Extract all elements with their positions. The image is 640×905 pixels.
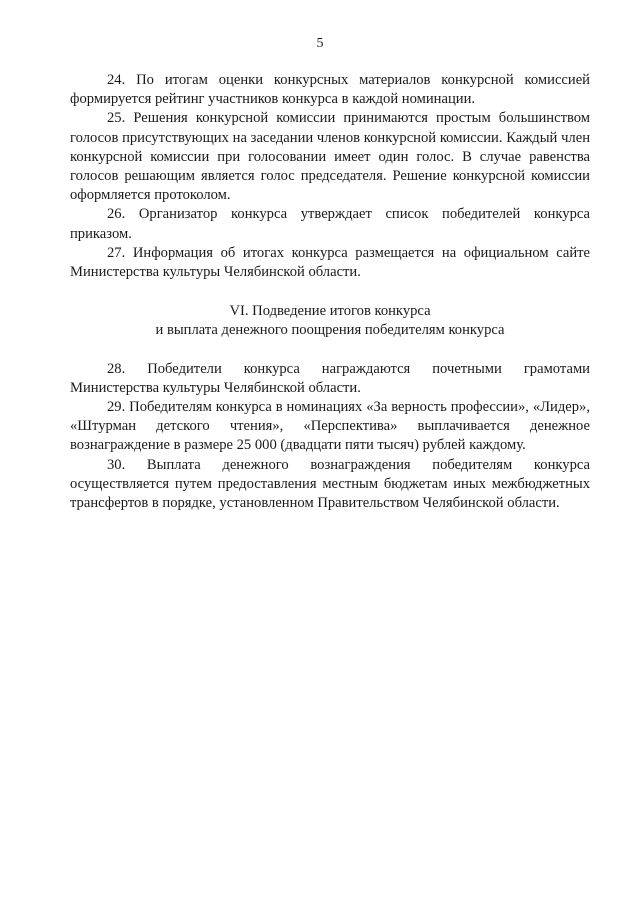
paragraph-26: 26. Организатор конкурса утверждает список победителей конкурса приказом.	[70, 206, 590, 242]
document-body	[70, 71, 590, 513]
paragraph-28: 28. Победители конкурса награждаются почетными грамотами Министерства культуры Челябинской области.	[70, 360, 590, 396]
paragraph-27: 27. Информация об итогах конкурса размещается на официальном сайте Министерства культуры Челябинской области.	[70, 244, 590, 281]
section-spacer	[70, 341, 590, 360]
paragraph-29: 29. Победителям конкурса в номинациях «За верность профессии», «Лидер», «Штурман детского чтения», «Перспектива» выплачивается денежное вознаграждение в размере 25 000 (двадцати пяти тысяч) рублей каждому.	[70, 399, 590, 454]
paragraph-30: 30. Выплата денежного вознаграждения победителям конкурса осуществляется путем предоставления местным бюджетам иных межбюджетных трансфертов в порядке, установленном Правительством Челябинской области.	[70, 456, 590, 512]
paragraph-25: 25. Решения конкурсной комиссии принимаются простым большинством голосов присутствующих на заседании членов конкурсной комиссии. Каждый член конкурсной комиссии при голосовании имеет один голос. В случае равенства голосов решающим является голос председателя. Решение конкурсной комиссии оформляется протоколом.	[70, 110, 590, 204]
page-number: 5	[316, 36, 324, 51]
paragraph-24: 24. По итогам оценки конкурсных материалов конкурсной комиссией формируется рейтинг участников конкурса в каждой номинации.	[70, 72, 590, 108]
section-heading-line2: и выплата денежного поощрения победителям конкурса	[155, 322, 505, 339]
section-heading-line1: VI. Подведение итогов конкурса	[229, 303, 431, 320]
